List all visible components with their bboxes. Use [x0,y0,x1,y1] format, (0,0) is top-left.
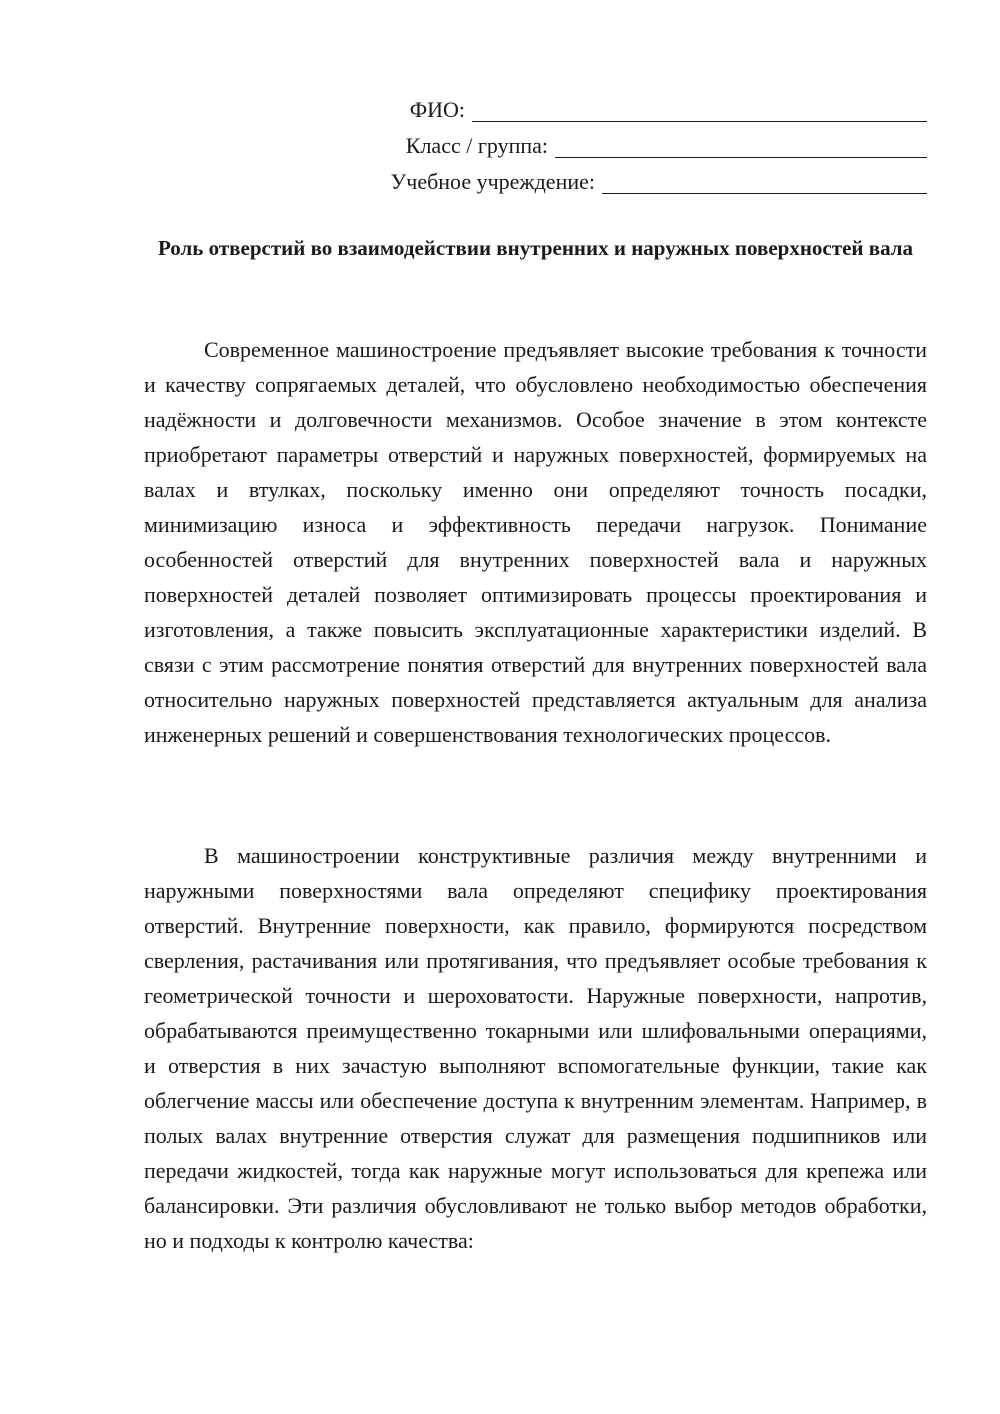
fio-blank-field [472,93,927,122]
document-title: Роль отверстий во взаимодействии внутренних и наружных поверхностей вала [157,236,914,260]
paragraph-text: Современное машиностроение предъявляет высокие требования к точности и качеству сопрягаемых деталей, что обусловлено необходимостью обеспечения надёжности и долговечности механизмов. Особое значение в этом контексте приобретают параметры отверстий и наружных поверхностей, формируемых на валах и втулках, поскольку именно они определяют точность посадки, минимизацию износа и эффективность передачи нагрузок. Понимание особенностей отверстий для внутренних поверхностей вала и наружных поверхностей деталей позволяет оптимизировать процессы проектирования и изготовления, а также повысить эксплуатационные характеристики изделий. В связи с этим рассмотрение понятия отверстий для внутренних поверхностей вала относительно наружных поверхностей представляется актуальным для анализа инженерных решений и совершенствования технологических процессов. [144,337,927,747]
class-label: Класс / группа: [405,133,548,158]
institution-line [367,164,927,200]
fio-line [367,92,927,128]
class-line [367,128,927,164]
body-paragraph-1 [144,332,927,752]
institution-label: Учебное учреждение: [390,169,595,194]
paragraph-text: В машиностроении конструктивные различия между внутренними и наружными поверхностями вала определяют специфику проектирования отверстий. Внутренние поверхности, как правило, формируются посредством сверления, растачивания или протягивания, что предъявляет особые требования к геометрической точности и шероховатости. Наружные поверхности, напротив, обрабатываются преимущественно токарными или шлифовальными операциями, и отверстия в них зачастую выполняют вспомогательные функции, такие как облегчение массы или обеспечение доступа к внутренним элементам. Например, в полых валах внутренние отверстия служат для размещения подшипников или передачи жидкостей, тогда как наружные могут использоваться для крепежа или балансировки. Эти различия обусловливают не только выбор методов обработки, но и подходы к контролю качества: [144,843,927,1253]
fio-label: ФИО: [409,97,465,122]
institution-blank-field [602,165,927,194]
class-blank-field [555,129,927,158]
body-paragraph-2 [144,838,927,1258]
student-info-header [367,92,927,200]
